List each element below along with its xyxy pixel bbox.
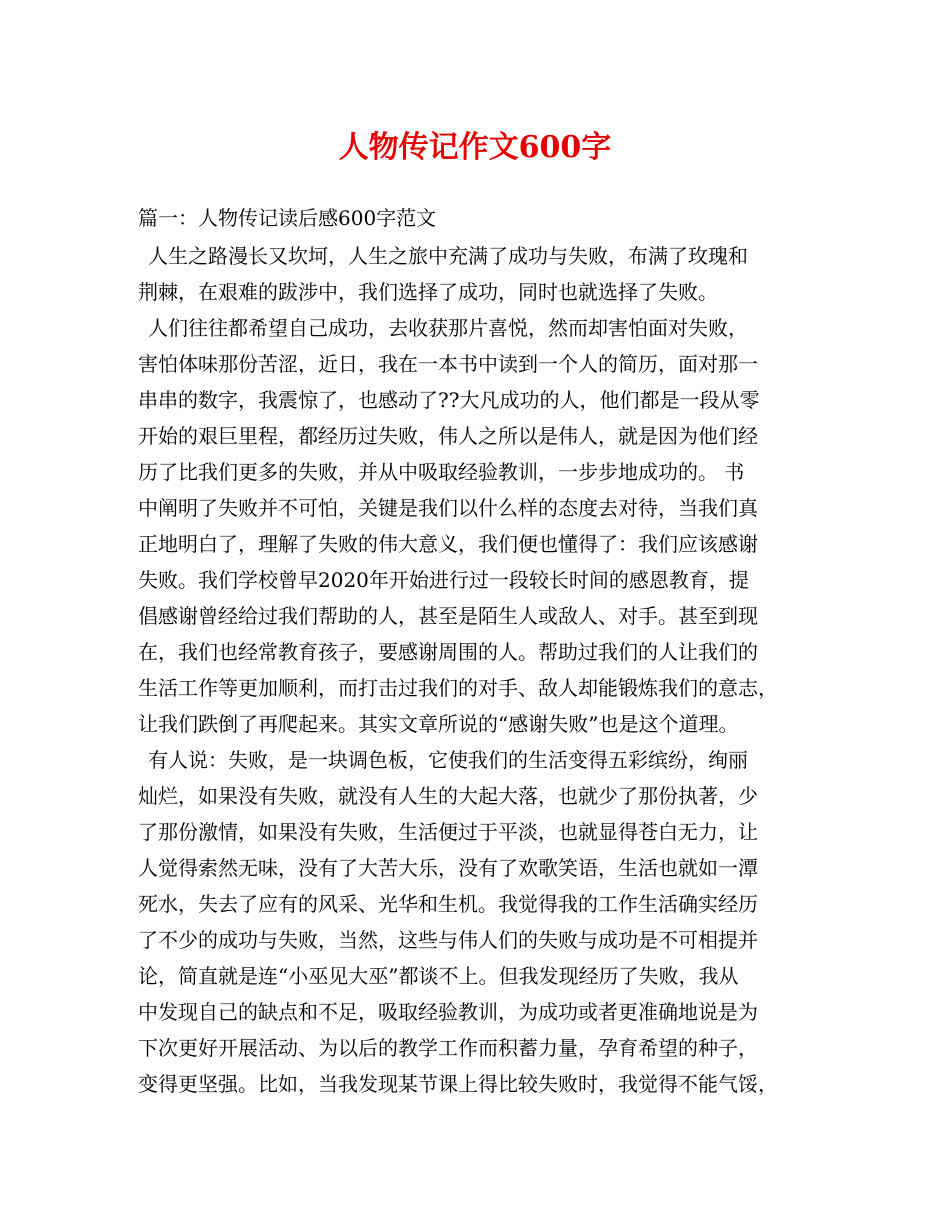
text-line: 人们往往都希望自己成功，去收获那片喜悦，然而却害怕面对失败， [148,316,748,340]
document-subtitle: 篇一：人物传记读后感600字范文 [138,206,437,230]
text-line: 了那份激情，如果没有失败，生活便过于平淡，也就显得苍白无力，让 [138,820,758,844]
text-line: 正地明白了，理解了失败的伟大意义，我们便也懂得了：我们应该感谢 [138,532,758,556]
text-line: 人生之路漫长又坎坷，人生之旅中充满了成功与失败，布满了玫瑰和 [148,244,748,268]
text-line: 倡感谢曾经给过我们帮助的人，甚至是陌生人或敌人、对手。甚至到现 [138,604,758,628]
text-line: 死水，失去了应有的风采、光华和生机。我觉得我的工作生活确实经历 [138,892,758,916]
text-line: 害怕体味那份苦涩，近日，我在一本书中读到一个人的简历，面对那一 [138,352,758,376]
text-line: 荆棘，在艰难的跋涉中，我们选择了成功，同时也就选择了失败。 [138,280,718,304]
text-line: 变得更坚强。比如，当我发现某节课上得比较失败时，我觉得不能气馁， [138,1072,778,1096]
text-line: 生活工作等更加顺利，而打击过我们的对手、敌人却能锻炼我们的意志， [138,676,778,700]
text-line: 中阐明了失败并不可怕，关键是我们以什么样的态度去对待，当我们真 [138,496,758,520]
text-line: 在，我们也经常教育孩子，要感谢周围的人。帮助过我们的人让我们的 [138,640,758,664]
document-title: 人物传记作文600字 [338,130,612,165]
text-line: 失败。我们学校曾早2020年开始进行过一段较长时间的感恩教育，提 [138,568,749,592]
document-body [138,238,818,1102]
text-line: 串串的数字，我震惊了，也感动了??大凡成功的人，他们都是一段从零 [138,388,760,412]
text-line: 中发现自己的缺点和不足，吸取经验教训，为成功或者更准确地说是为 [138,1000,758,1024]
text-line: 有人说：失败，是一块调色板，它使我们的生活变得五彩缤纷，绚丽 [148,748,748,772]
text-line: 下次更好开展活动、为以后的教学工作而积蓄力量，孕育希望的种子， [138,1036,758,1060]
text-line: 了不少的成功与失败，当然，这些与伟人们的失败与成功是不可相提并 [138,928,758,952]
text-line: 历了比我们更多的失败，并从中吸取经验教训，一步步地成功的。 书 [138,460,745,484]
text-line: 灿烂，如果没有失败，就没有人生的大起大落，也就少了那份执著，少 [138,784,758,808]
text-line: 开始的艰巨里程，都经历过失败，伟人之所以是伟人，就是因为他们经 [138,424,758,448]
text-line: 人觉得索然无味，没有了大苦大乐，没有了欢歌笑语，生活也就如一潭 [138,856,758,880]
text-line: 论，简直就是连“小巫见大巫”都谈不上。但我发现经历了失败，我从 [138,964,739,988]
text-line: 让我们跌倒了再爬起来。其实文章所说的“感谢失败”也是这个道理。 [138,712,739,736]
